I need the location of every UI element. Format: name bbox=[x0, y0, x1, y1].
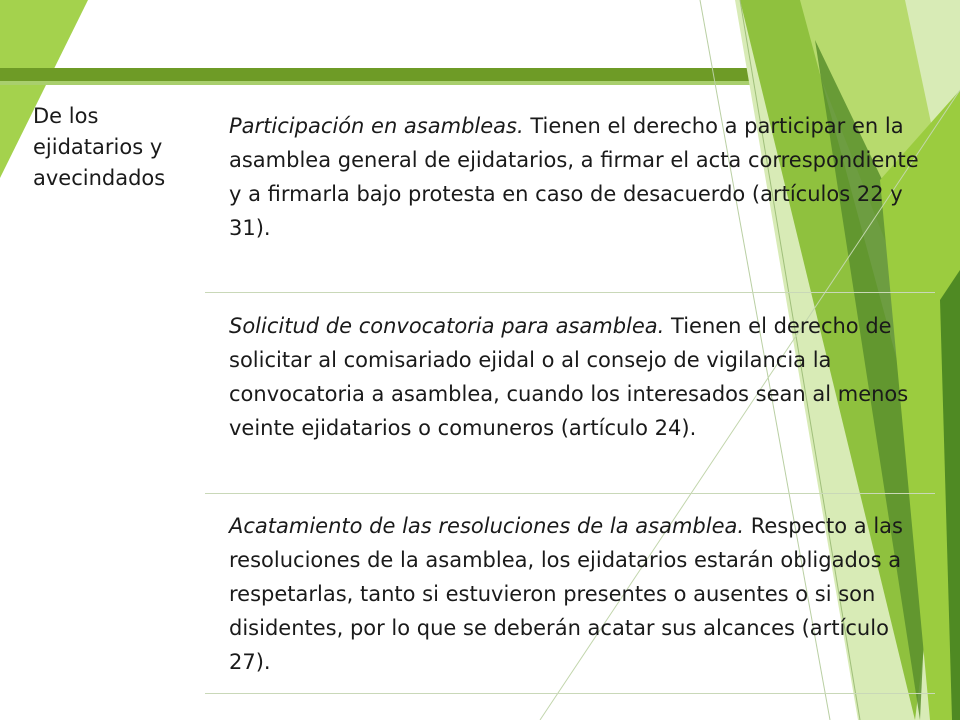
entry-acatamiento bbox=[229, 509, 929, 679]
entry-title: Participación en asambleas. bbox=[229, 114, 524, 138]
entry-body: Tienen el derecho a participar en la asamblea general de ejidatarios, a firmar el acta correspondiente y a firmarla bajo protesta en caso de desacuerdo (artículos 22 y 31). bbox=[229, 114, 919, 240]
entry-body: Respecto a las resoluciones de la asamblea, los ejidatarios estarán obligados a respetarlas, tanto si estuvieron presentes o ausentes o si son disidentes, por lo que se deberán acatar sus alcances (artículo 27). bbox=[229, 514, 903, 674]
entry-solicitud bbox=[229, 309, 929, 445]
entry-body: Tienen el derecho de solicitar al comisariado ejidal o al consejo de vigilancia la convocatoria a asamblea, cuando los interesados sean al menos veinte ejidatarios o comuneros (artículo 24). bbox=[229, 314, 909, 440]
row-divider bbox=[205, 693, 935, 694]
entry-title: Acatamiento de las resoluciones de la asamblea. bbox=[229, 514, 745, 538]
category-label: De los ejidatarios y avecindados bbox=[33, 104, 166, 190]
entry-title: Solicitud de convocatoria para asamblea. bbox=[229, 314, 665, 338]
row-divider bbox=[205, 493, 935, 494]
row-divider bbox=[205, 292, 935, 293]
entry-participacion bbox=[229, 109, 929, 245]
